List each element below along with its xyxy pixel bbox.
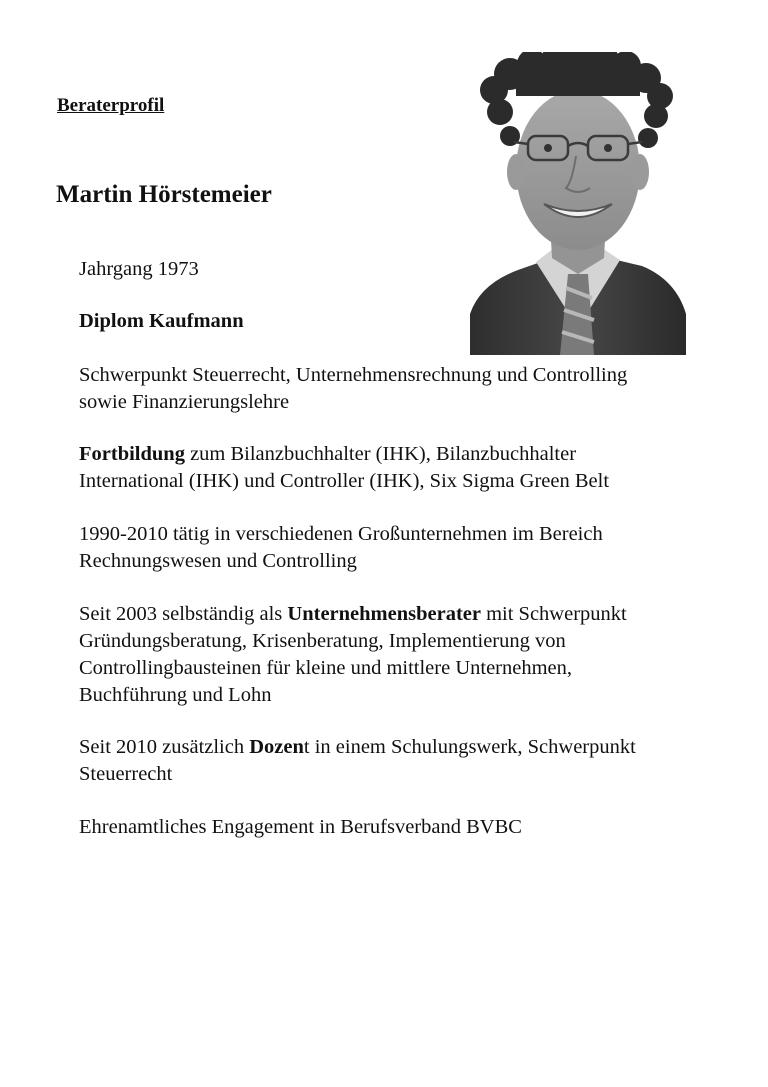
consultant-line-4: Buchführung und Lohn bbox=[79, 684, 272, 706]
consultant-bold: Unternehmensberater bbox=[287, 603, 481, 625]
focus-paragraph bbox=[79, 362, 739, 416]
focus-line-2: sowie Finanzierungslehre bbox=[79, 391, 290, 413]
lecturer-bold: Dozen bbox=[249, 736, 304, 758]
degree bbox=[79, 308, 739, 335]
degree-label: Diplom Kaufmann bbox=[79, 310, 244, 332]
birth-year: Jahrgang 1973 bbox=[79, 258, 199, 280]
training-line-1-rest: zum Bilanzbuchhalter (IHK), Bilanzbuchhalter bbox=[184, 443, 577, 465]
consultant-line-3: Controllingbausteinen für kleine und mittlere Unternehmen, bbox=[79, 657, 573, 679]
lecturer-line-2: Steuerrecht bbox=[79, 763, 173, 785]
consultant-post: mit Schwerpunkt bbox=[480, 603, 627, 625]
lecturer-pre: Seit 2010 zusätzlich bbox=[79, 736, 250, 758]
career-paragraph bbox=[79, 521, 739, 575]
training-line-2: International (IHK) und Controller (IHK), Six Sigma Green Belt bbox=[79, 470, 610, 492]
lecturer-paragraph bbox=[79, 734, 739, 788]
person-name: Martin Hörstemeier bbox=[56, 181, 272, 208]
training-paragraph bbox=[79, 441, 739, 495]
lecturer-post: t in einem Schulungswerk, Schwerpunkt bbox=[303, 736, 636, 758]
consultant-paragraph bbox=[79, 601, 739, 709]
page-heading: Beraterprofil bbox=[57, 95, 165, 116]
consultant-line-2: Gründungsberatung, Krisenberatung, Implementierung von bbox=[79, 630, 566, 652]
career-line-1: 1990-2010 tätig in verschiedenen Großunternehmen im Bereich bbox=[79, 523, 603, 545]
volunteer-paragraph: Ehrenamtliches Engagement in Berufsverband BVBC bbox=[79, 816, 522, 838]
focus-line-1: Schwerpunkt Steuerrecht, Unternehmensrechnung und Controlling bbox=[79, 364, 628, 386]
training-bold: Fortbildung bbox=[79, 443, 185, 465]
consultant-pre: Seit 2003 selbständig als bbox=[79, 603, 288, 625]
career-line-2: Rechnungswesen und Controlling bbox=[79, 550, 357, 572]
